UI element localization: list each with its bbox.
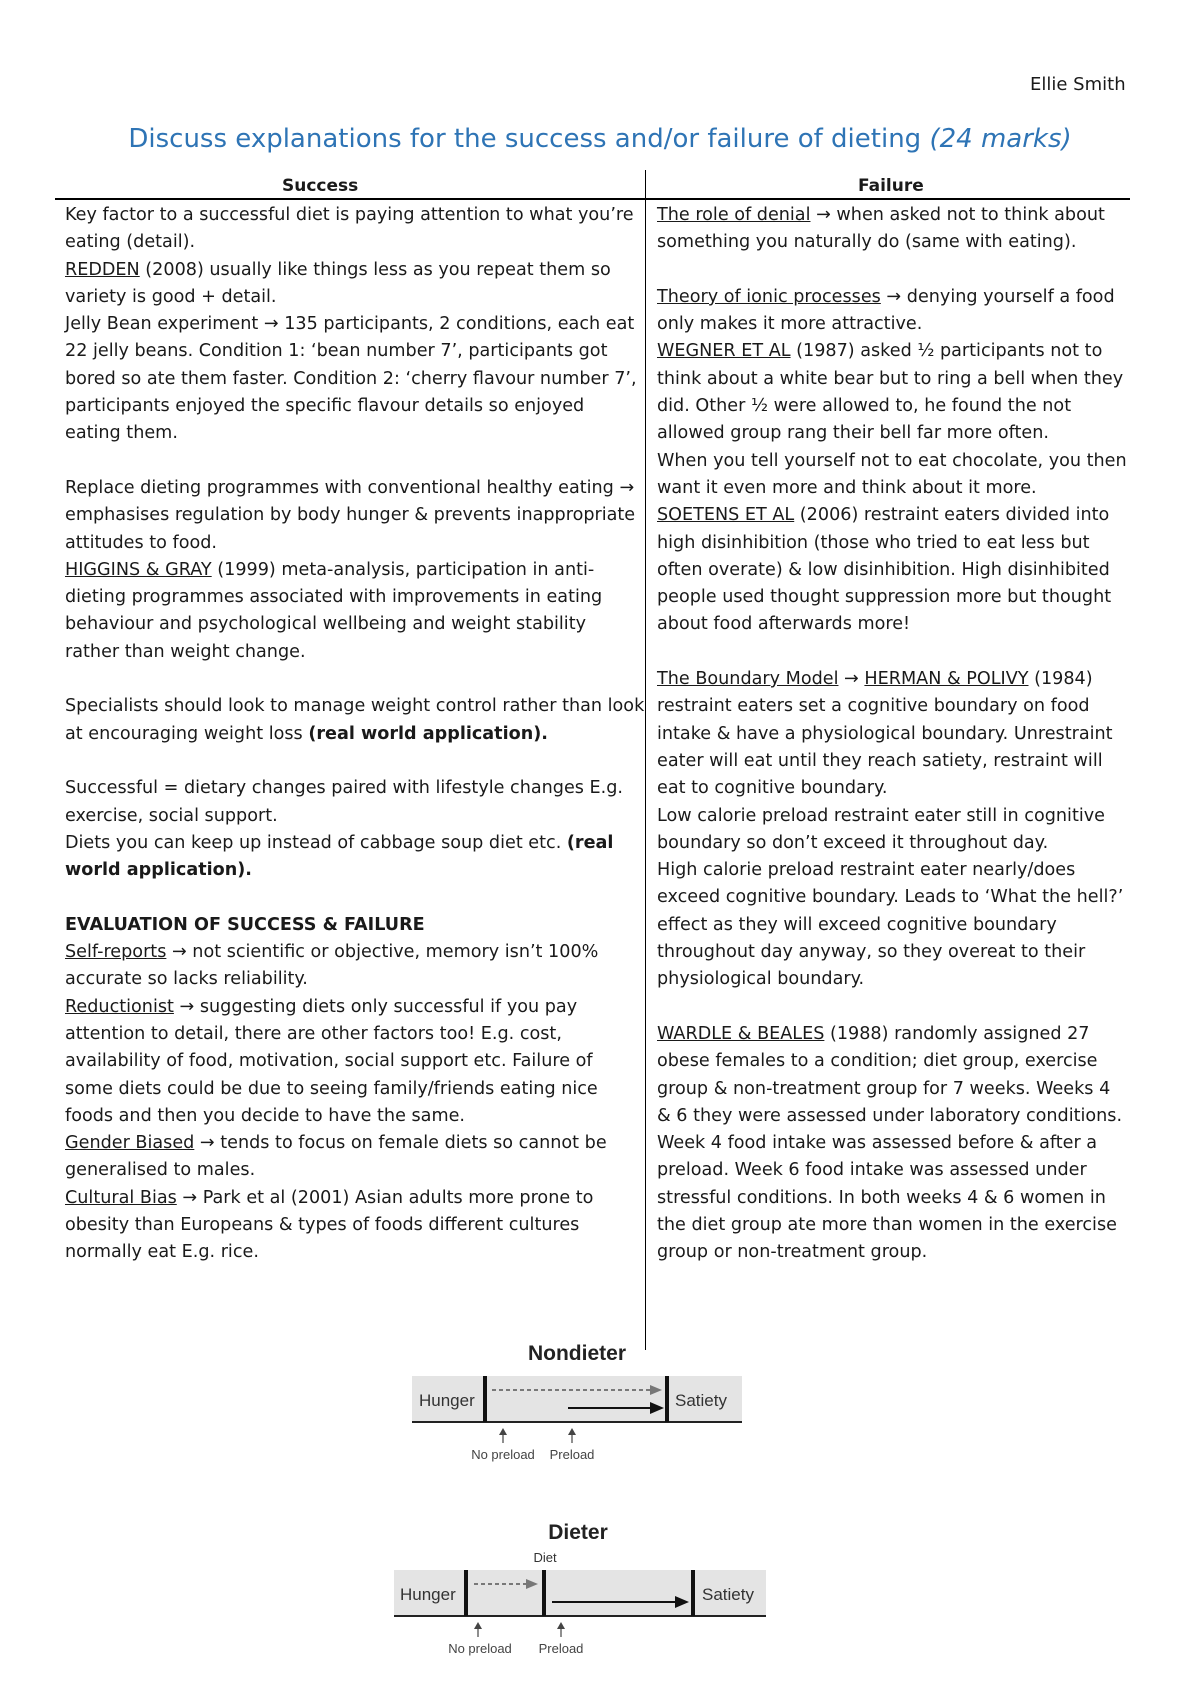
paragraph-text: (1987) asked ½ participants not to think about a white bear but to ring a bell when they did. Other ½ were allowed to, he found the not allowed group rang their bell far more often.	[657, 341, 1124, 444]
paragraph	[657, 857, 1127, 993]
paragraph	[657, 803, 1127, 858]
underlined-heading: Cultural Bias	[65, 1187, 177, 1208]
paragraph-text: (2008) usually like things less as you repeat them so variety is good + detail.	[65, 259, 611, 307]
diet-boundary	[542, 1570, 546, 1616]
underlined-heading: Self-reports	[65, 942, 167, 963]
underlined-heading: WEGNER ET AL	[657, 341, 791, 362]
paragraph	[65, 1185, 645, 1267]
preload-label: Preload	[549, 1447, 595, 1462]
paragraph-gap	[65, 748, 645, 775]
paragraph-text: (2006) restraint eaters divided into high disinhibition (those who tried to eat less but often overate) & low disinhibition. High disinhibited people used thought suppression more but thought about food afterwards more!	[657, 505, 1112, 635]
underlined-heading: WARDLE & BEALES	[657, 1023, 825, 1044]
underlined-heading: Reductionist	[65, 996, 174, 1017]
paragraph-gap	[657, 994, 1127, 1021]
paragraph	[657, 502, 1127, 638]
paragraph	[65, 557, 645, 666]
paragraph	[65, 912, 645, 939]
paragraph-text: → when asked not to think about something you naturally do (same with eating).	[657, 205, 1105, 253]
satiety-label: Satiety	[675, 1391, 727, 1410]
paragraph	[657, 202, 1127, 257]
paragraph-text: Jelly Bean experiment → 135 participants, 2 conditions, each eat 22 jelly beans. Condition 1: ‘bean number 7’, participants got bored so ate them faster. Condition 2: ‘cherry flavour number 7’, participants enjoyed the specific flavour details so enjoyed eating them.	[65, 314, 637, 444]
bold-text: (real world application).	[65, 832, 614, 881]
paragraph	[65, 475, 645, 557]
no-preload-label: No preload	[448, 1641, 512, 1656]
paragraph	[65, 775, 645, 830]
paragraph	[65, 830, 645, 885]
paragraph-text: → denying yourself a food only makes it more attractive.	[657, 286, 1115, 335]
paragraph	[65, 1130, 645, 1185]
paragraph-text: When you tell yourself not to eat chocolate, you then want it even more and think about it more.	[657, 450, 1127, 498]
bold-text: EVALUATION OF SUCCESS & FAILURE	[65, 914, 425, 935]
paragraph	[65, 939, 645, 994]
title-text: Discuss explanations for the success and/or failure of dieting	[128, 124, 922, 154]
author-name: Ellie Smith	[1030, 74, 1126, 95]
satiety-label: Satiety	[702, 1585, 754, 1604]
dieter-title: Dieter	[548, 1521, 608, 1544]
diet-label: Diet	[533, 1550, 557, 1565]
paragraph-gap	[65, 448, 645, 475]
paragraph-text: (1984) restraint eaters set a cognitive boundary on food intake & have a physiological boundary. Unrestraint eater will eat until they reach satiety, restraint will eat to cognitive boundary.	[657, 669, 1113, 799]
paragraph-text: → suggesting diets only successful if you pay attention to detail, there are other factors too! E.g. cost, availability of food, motivation, social support etc. Failure of some diets could be due to seeing family/friends eating nice foods and then you decide to have the same.	[65, 996, 598, 1126]
paragraph-text: High calorie preload restraint eater nearly/does exceed cognitive boundary. Leads to ‘What the hell?’ effect as they will exceed cognitive boundary throughout day anyway, so they overeat to their physiological boundary.	[657, 860, 1124, 990]
paragraph-text: → not scientific or objective, memory isn’t 100% accurate so lacks reliability.	[65, 942, 599, 990]
paragraph-gap	[65, 666, 645, 693]
paragraph	[65, 202, 645, 257]
title-marks: (24 marks)	[929, 124, 1072, 154]
bold-text: (real world application).	[308, 723, 548, 744]
paragraph-text: Low calorie preload restraint eater still in cognitive boundary so don’t exceed it throughout day.	[657, 805, 1105, 853]
underlined-heading: The Boundary Model	[657, 669, 839, 690]
paragraph	[65, 311, 645, 447]
paragraph	[657, 448, 1127, 503]
paragraph	[657, 1021, 1127, 1267]
paragraph-text: (1988) randomly assigned 27 obese females to a condition; diet group, exercise group & non-treatment group for 7 weeks. Weeks 4 & 6 they were assessed under laboratory conditions. Week 4 food intake was assessed before & after a preload. Week 6 food intake was assessed under stressful conditions. In both weeks 4 & 6 women in the diet group ate more than women in the exercise group or non-treatment group.	[657, 1023, 1123, 1263]
paragraph-text: Specialists should look to manage weight control rather than look at encouraging weight loss	[65, 696, 645, 744]
underlined-heading: Gender Biased	[65, 1133, 195, 1154]
paragraph	[65, 257, 645, 312]
satiety-boundary	[691, 1570, 695, 1616]
paragraph-text: Diets you can keep up instead of cabbage soup diet etc.	[65, 832, 567, 853]
paragraph	[65, 693, 645, 748]
success-header: Success	[282, 176, 359, 196]
underlined-heading: SOETENS ET AL	[657, 505, 795, 526]
failure-column	[657, 202, 1127, 1267]
paragraph-text: → tends to focus on female diets so cannot be generalised to males.	[65, 1133, 607, 1181]
paragraph-gap	[65, 884, 645, 911]
hunger-label: Hunger	[400, 1585, 456, 1604]
paragraph-text: Replace dieting programmes with conventional healthy eating → emphasises regulation by body hunger & prevents inappropriate attitudes to food.	[65, 477, 636, 553]
paragraph-text: → Park et al (2001) Asian adults more prone to obesity than Europeans & types of foods different cultures normally eat E.g. rice.	[65, 1187, 594, 1263]
failure-header: Failure	[858, 176, 924, 196]
underlined-heading: Theory of ionic processes	[657, 286, 881, 307]
nondieter-diagram	[0, 1340, 1200, 1490]
satiety-boundary	[665, 1376, 669, 1422]
underlined-heading: The role of denial	[657, 205, 811, 225]
paragraph-text: Key factor to a successful diet is paying attention to what you’re eating (detail).	[65, 205, 634, 253]
paragraph	[657, 666, 1127, 802]
table-header	[55, 170, 1130, 200]
success-column	[65, 202, 645, 1267]
page-title	[0, 124, 1200, 154]
column-divider	[645, 170, 646, 1350]
preload-label: Preload	[538, 1641, 584, 1656]
paragraph-gap	[657, 257, 1127, 284]
paragraph-text: →	[838, 669, 865, 690]
dieter-diagram	[0, 1520, 1200, 1680]
paragraph-text: (1999) meta-analysis, participation in anti-dieting programmes associated with improvements in eating behaviour and psychological wellbeing and weight stability rather than weight change.	[65, 559, 603, 662]
underlined-heading: HERMAN & POLIVY	[864, 669, 1029, 690]
underlined-heading: REDDEN	[65, 259, 140, 280]
paragraph-text: Successful = dietary changes paired with lifestyle changes E.g. exercise, social support.	[65, 778, 624, 826]
hunger-boundary	[483, 1376, 487, 1422]
paragraph	[65, 994, 645, 1130]
paragraph-gap	[657, 639, 1127, 666]
paragraph	[657, 338, 1127, 447]
underlined-heading: HIGGINS & GRAY	[65, 559, 212, 580]
hunger-boundary	[464, 1570, 468, 1616]
nondieter-title: Nondieter	[527, 1342, 627, 1365]
paragraph	[657, 284, 1127, 339]
hunger-label: Hunger	[419, 1391, 475, 1410]
no-preload-label: No preload	[471, 1447, 535, 1462]
